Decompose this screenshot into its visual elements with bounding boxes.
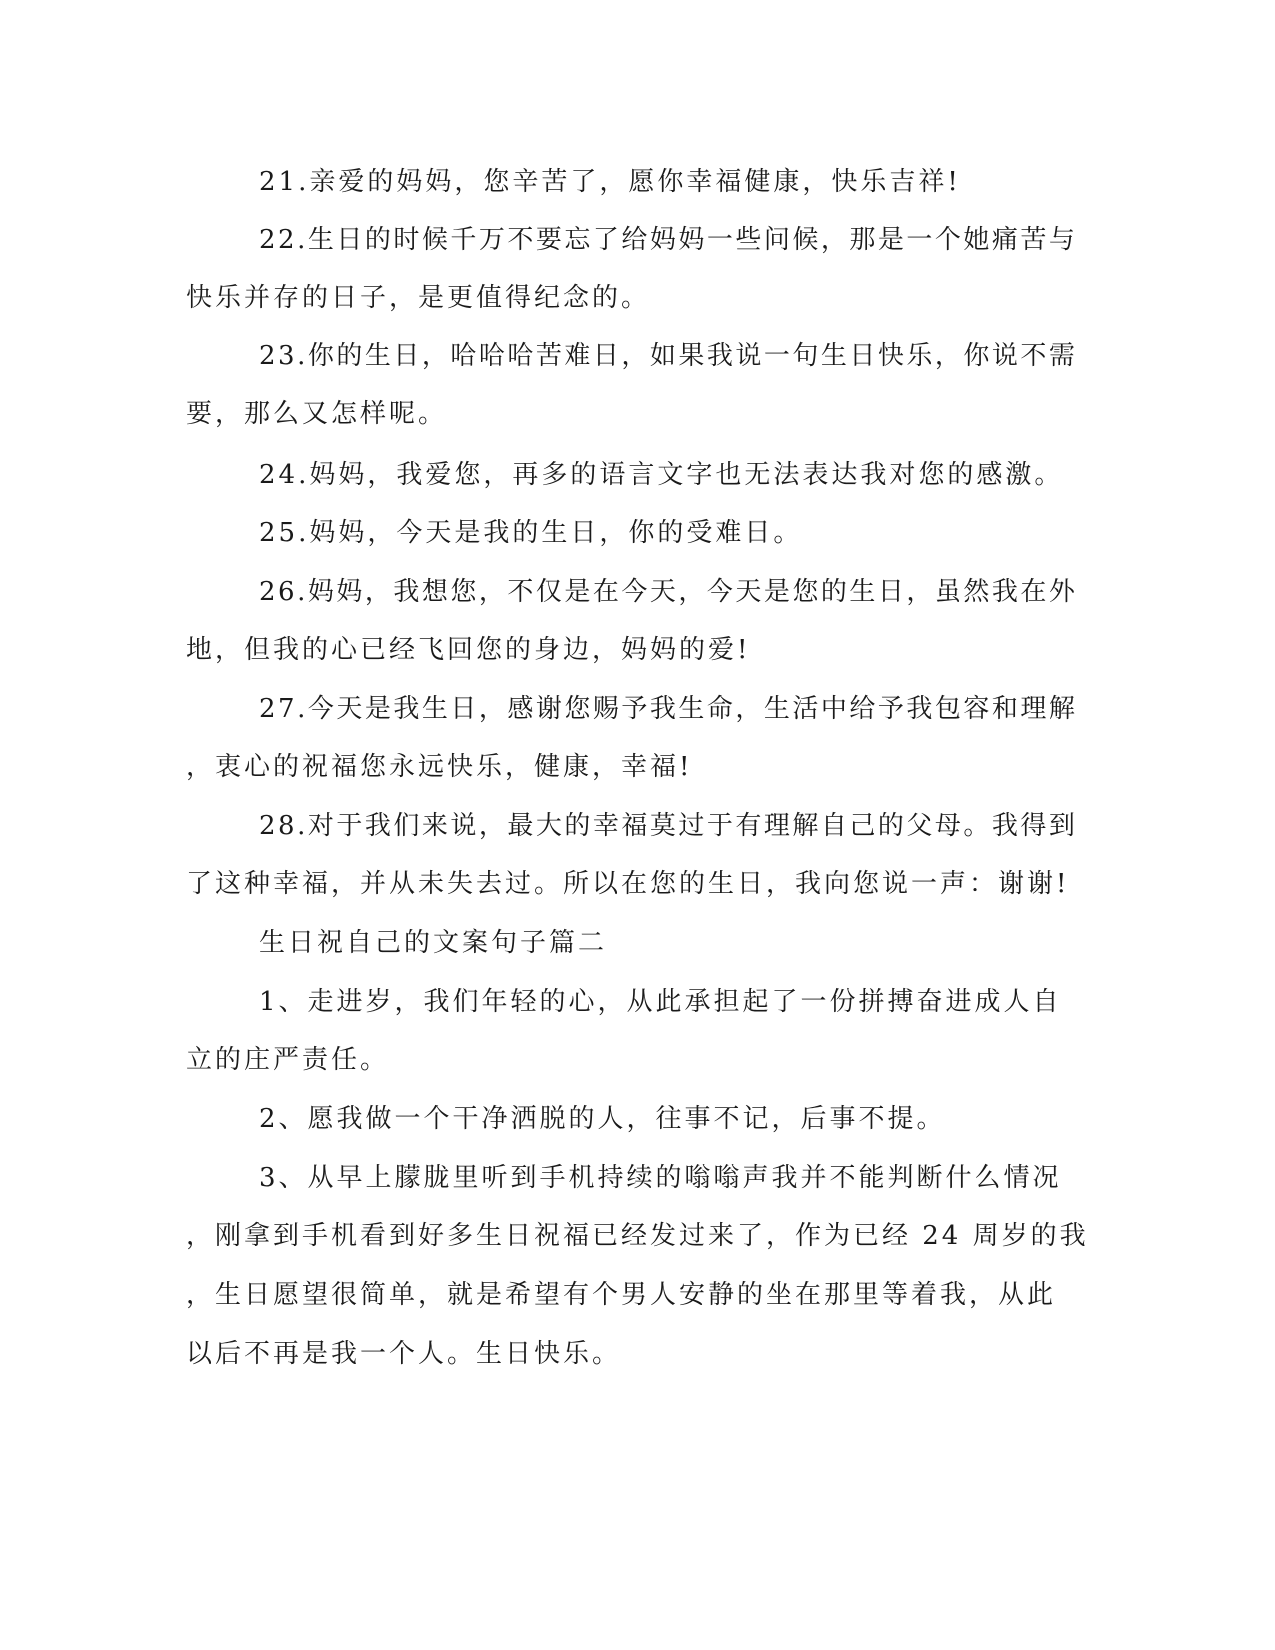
paragraph-28-line-2: 了这种幸福，并从未失去过。所以在您的生日，我向您说一声：谢谢! xyxy=(186,869,1070,899)
paragraph-28-line-1: 28.对于我们来说，最大的幸福莫过于有理解自己的父母。我得到 xyxy=(259,811,1078,841)
paragraph-23-line-1: 23.你的生日，哈哈哈苦难日，如果我说一句生日快乐，你说不需 xyxy=(259,341,1078,371)
paragraph-27-line-1: 27.今天是我生日，感谢您赐予我生命，生活中给予我包容和理解 xyxy=(259,694,1078,724)
item-3-line-1: 3、从早上朦胧里听到手机持续的嗡嗡声我并不能判断什么情况 xyxy=(259,1163,1062,1193)
paragraph-26-line-2: 地，但我的心已经飞回您的身边，妈妈的爱! xyxy=(186,635,751,665)
item-3-line-4: 以后不再是我一个人。生日快乐。 xyxy=(186,1339,622,1369)
paragraph-23-line-2: 要，那么又怎样呢。 xyxy=(186,399,448,429)
paragraph-22-line-2: 快乐并存的日子，是更值得纪念的。 xyxy=(186,283,651,313)
paragraph-25: 25.妈妈，今天是我的生日，你的受难日。 xyxy=(259,518,803,548)
paragraph-24: 24.妈妈，我爱您，再多的语言文字也无法表达我对您的感激。 xyxy=(259,460,1064,490)
item-3-line-2: ，刚拿到手机看到好多生日祝福已经发过来了，作为已经 24 周岁的我 xyxy=(186,1221,1089,1251)
paragraph-21: 21.亲爱的妈妈，您辛苦了，愿你幸福健康，快乐吉祥! xyxy=(259,167,961,197)
section-heading: 生日祝自己的文案句子篇二 xyxy=(259,928,608,958)
item-1-line-1: 1、走进岁，我们年轻的心，从此承担起了一份拼搏奋进成人自 xyxy=(259,987,1062,1017)
item-3-line-3: ，生日愿望很简单，就是希望有个男人安静的坐在那里等着我，从此 xyxy=(186,1280,1057,1310)
item-2: 2、愿我做一个干净洒脱的人，往事不记，后事不提。 xyxy=(259,1104,946,1134)
paragraph-27-line-2: ，衷心的祝福您永远快乐，健康，幸福! xyxy=(186,752,693,782)
item-1-line-2: 立的庄严责任。 xyxy=(186,1045,390,1075)
paragraph-22-line-1: 22.生日的时候千万不要忘了给妈妈一些问候，那是一个她痛苦与 xyxy=(259,225,1078,255)
paragraph-26-line-1: 26.妈妈，我想您，不仅是在今天，今天是您的生日，虽然我在外 xyxy=(259,577,1078,607)
